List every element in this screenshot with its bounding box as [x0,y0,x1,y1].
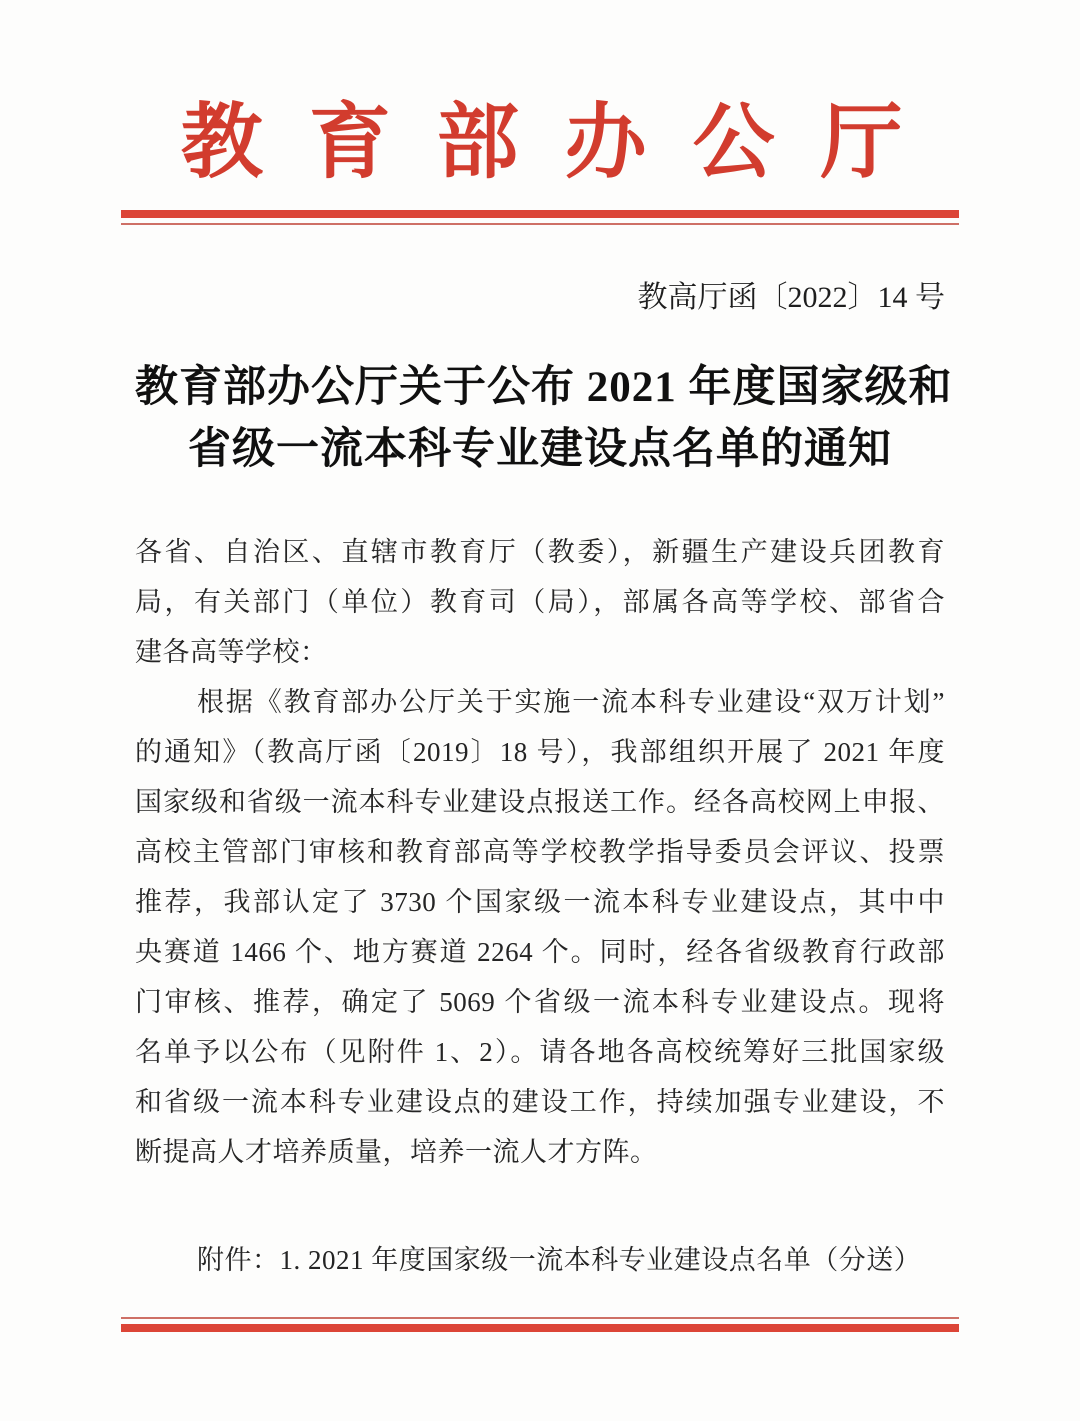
body-line-paragraph-4: 高校主管部门审核和教育部高等学校教学指导委员会评议、投票 [135,837,945,868]
header-divider [121,210,959,225]
body-line-paragraph-7: 门审核、推荐，确定了 5069 个省级一流本科专业建设点。现将 [135,987,945,1018]
letterhead-title: 教育部办公厅 [180,97,949,188]
title-line-2: 省级一流本科专业建设点名单的通知 [188,426,892,474]
body-line-paragraph-2: 的通知》（教高厅函〔2019〕18 号），我部组织开展了 2021 年度 [135,737,945,768]
body-line-paragraph-1: 根据《教育部办公厅关于实施一流本科专业建设“双万计划” [197,687,945,718]
header-divider-thin-line [121,223,959,225]
body-line-paragraph-5: 推荐，我部认定了 3730 个国家级一流本科专业建设点，其中中 [135,887,945,918]
body-line-salutation-2: 局，有关部门（单位）教育司（局），部属各高等学校、部省合 [135,587,945,618]
footer-divider-thick-line [121,1324,959,1332]
body-line-salutation-1: 各省、自治区、直辖市教育厅（教委），新疆生产建设兵团教育 [135,537,945,568]
letterhead [135,97,949,188]
header-divider-thick-line [121,210,959,218]
document-title [135,357,953,481]
title-line-1: 教育部办公厅关于公布 2021 年度国家级和 [135,364,953,412]
footer-divider-thin-line [121,1317,959,1319]
body-line-salutation-3: 建各高等学校： [135,637,328,668]
footer-divider [121,1317,959,1332]
document-body [135,527,945,1177]
attachment-line: 附件：1. 2021 年度国家级一流本科专业建设点名单（分送） [197,1245,922,1276]
body-line-paragraph-9: 和省级一流本科专业建设点的建设工作，持续加强专业建设，不 [135,1087,945,1118]
body-line-paragraph-6: 央赛道 1466 个、地方赛道 2264 个。同时，经各省级教育行政部 [135,937,945,968]
body-line-paragraph-10: 断提高人才培养质量，培养一流人才方阵。 [135,1137,658,1168]
document-number: 教高厅函〔2022〕14 号 [637,281,945,315]
body-line-paragraph-3: 国家级和省级一流本科专业建设点报送工作。经各高校网上申报、 [135,787,945,818]
body-line-paragraph-8: 名单予以公布（见附件 1、2）。请各地各高校统筹好三批国家级 [135,1037,945,1068]
